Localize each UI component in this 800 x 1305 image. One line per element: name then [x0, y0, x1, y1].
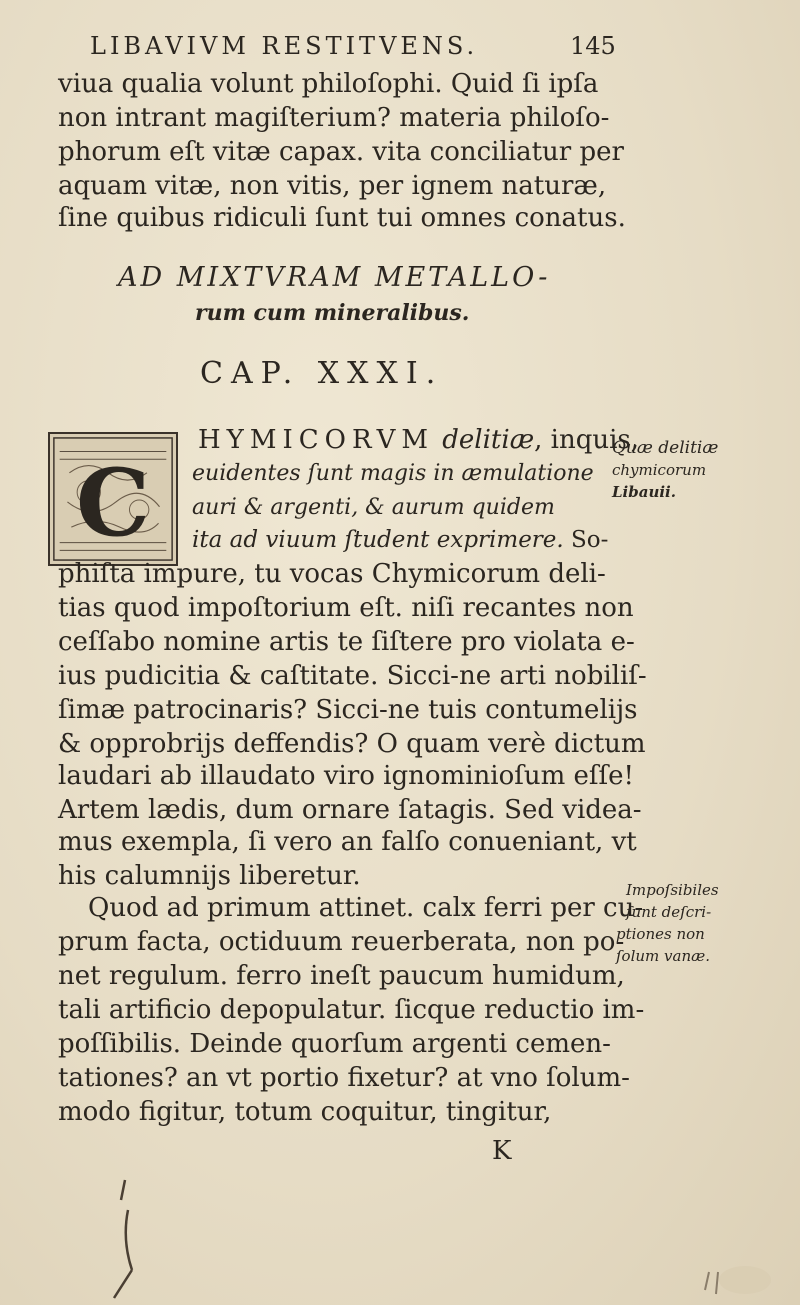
- margin-note-line: chymicorum: [612, 461, 707, 479]
- text-line: ſine quibus ridiculi ſunt tui omnes conatus.: [58, 203, 626, 233]
- text-line: tationes? an vt portio fixetur? at vno ſolum-: [58, 1063, 630, 1093]
- margin-note-line: ſolum vanæ.: [616, 947, 710, 965]
- decorated-initial-image: [48, 432, 178, 566]
- text-line: auri & argenti, & aurum quidem: [192, 495, 555, 520]
- text-line: aquam vitæ, non vitis, per ignem naturæ,: [58, 171, 607, 201]
- margin-note-line: ſunt deſcri-: [626, 903, 712, 921]
- text-line: poſſibilis. Deinde quorſum argenti cemen-: [58, 1029, 611, 1059]
- text-line: ita ad viuum ſtudent exprimere. So-: [192, 527, 609, 553]
- text-line: net regulum. ferro ineſt paucum humidum,: [58, 961, 625, 991]
- text-line: euidentes ſunt magis in æmulatione: [192, 461, 594, 486]
- text-line: phorum eſt vitæ capax. vita conciliatur per: [58, 137, 624, 167]
- text-line: his calumnijs liberetur.: [58, 861, 361, 891]
- text-line: Quod ad primum attinet. calx ferri per cu-: [88, 893, 644, 923]
- text-line: ſimæ patrocinaris? Sicci-ne tuis contumelijs: [58, 695, 638, 725]
- text-line: ceſſabo nomine artis te ſiſtere pro violata e-: [58, 627, 635, 657]
- page-number: 145: [570, 32, 616, 60]
- margin-note-line: ptiones non: [616, 925, 705, 943]
- section-heading: AD MIXTVRAM METALLO-: [118, 262, 551, 293]
- chapter-title: CAP. XXXI.: [200, 356, 444, 391]
- decorated-initial-artwork: [50, 434, 176, 564]
- text-line: mus exempla, ſi vero an falſo conueniant, vt: [58, 827, 637, 857]
- initial-letter: C: [75, 447, 151, 557]
- running-title: LIBAVIVM RESTITVENS.: [90, 32, 479, 60]
- text-line: tias quod impoſtorium eſt. niſi recantes non: [58, 593, 634, 623]
- pen-marks-decoration: [80, 1170, 200, 1300]
- section-subheading: rum cum mineralibus.: [195, 300, 470, 326]
- margin-note-line: Impoſsibiles: [626, 881, 719, 899]
- margin-note-line: Libauii.: [612, 483, 676, 501]
- margin-note-line: Quæ delitiæ: [612, 438, 719, 458]
- catchword-signature: K: [492, 1136, 512, 1166]
- paper-stain-decoration: [700, 1260, 780, 1300]
- text-line: modo figitur, totum coquitur, tingitur,: [58, 1097, 552, 1127]
- text-line: ius pudicitia & caſtitate. Sicci-ne arti nobiliſ-: [58, 661, 647, 691]
- text-line: non intrant magiſterium? materia philoſo-: [58, 103, 610, 133]
- text-line: laudari ab illaudato viro ignominioſum eſſe!: [58, 761, 634, 791]
- text-line: & opprobrijs deffendis? O quam verè dictum: [58, 729, 646, 759]
- text-line: HYMICORVM delitiæ, inquis,: [198, 425, 640, 455]
- text-line: viua qualia volunt philoſophi. Quid ſi ipſa: [58, 69, 599, 99]
- text-line: phiſta impure, tu vocas Chymicorum deli-: [58, 559, 606, 589]
- text-line: tali artificio depopulatur. ſicque reductio im-: [58, 995, 645, 1025]
- text-line: prum facta, octiduum reuerberata, non po-: [58, 927, 625, 957]
- text-line: Artem lædis, dum ornare ſatagis. Sed videa-: [58, 795, 642, 825]
